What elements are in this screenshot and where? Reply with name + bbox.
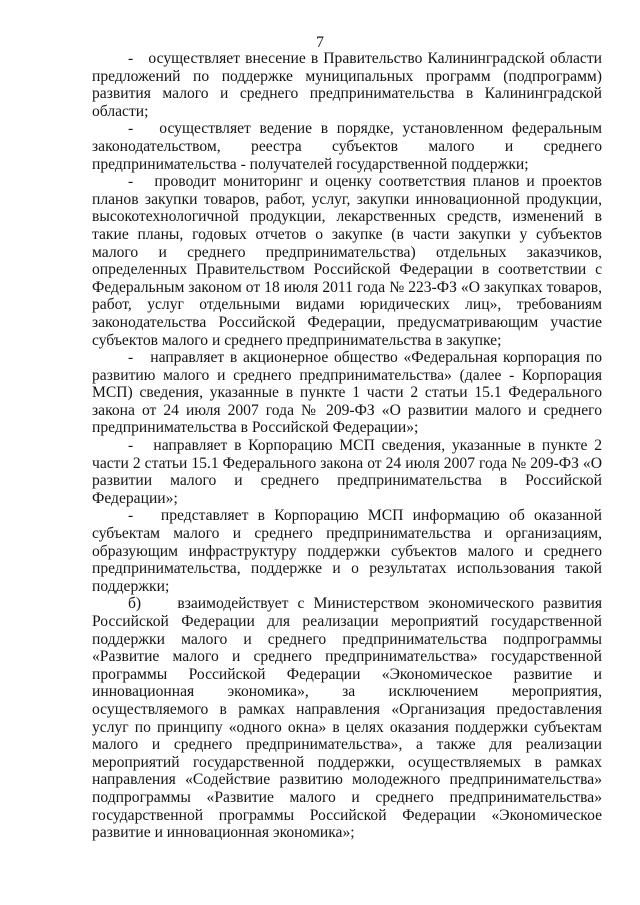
- document-body: [92, 50, 602, 842]
- paragraph-budget-proposals: - осуществляет внесение в Правительство Калининградской области предложений по поддержке муниципальных программ (подпрограмм) развития малого и среднего предпринимательства в Калининградской области;: [92, 50, 602, 120]
- paragraph-msp-corporation-info-2: - направляет в Корпорацию МСП сведения, указанные в пункте 2 части 2 статьи 15.1 Федерального закона от 24 июля 2007 года № 209-ФЗ «О развитии малого и среднего предпринимательства в Российской Федерации»;: [92, 437, 602, 507]
- paragraph-registry: - осуществляет ведение в порядке, установленном федеральным законодательством, реестра субъектов малого и среднего предпринимательства - получателей государственной поддержки;: [92, 120, 602, 173]
- page-number: 7: [316, 34, 324, 51]
- paragraph-support-report: - представляет в Корпорацию МСП информацию об оказанной субъектам малого и среднего предпринимательства и организациям, образующим инфраструктуру поддержки субъектов малого и среднего предпринимательства, поддержке и о результатах использования такой поддержки;: [92, 507, 602, 595]
- paragraph-procurement-monitoring: - проводит мониторинг и оценку соответствия планов и проектов планов закупки товаров, работ, услуг, закупки инновационной продукции, высокотехнологичной продукции, лекарственных средств, изменений в такие планы, годовых отчетов о закупке (в части закупки у субъектов малого и среднего предпринимательства) отдельных заказчиков, определенных Правительством Российской Федерации в соответствии с Федеральным законом от 18 июля 2011 года № 223-ФЗ «О закупках товаров, работ, услуг отдельными видами юридических лиц», требованиям законодательства Российской Федерации, предусматривающим участие субъектов малого и среднего предпринимательства в закупке;: [92, 173, 602, 349]
- paragraph-msp-corporation-info-1: - направляет в акционерное общество «Федеральная корпорация по развитию малого и среднего предпринимательства» (далее - Корпорация МСП) сведения, указанные в пункте 1 части 2 статьи 15.1 Федерального закона от 24 июля 2007 года № 209-ФЗ «О развитии малого и среднего предпринимательства в Российской Федерации»;: [92, 349, 602, 437]
- paragraph-item-b: б) взаимодействует с Министерством экономического развития Российской Федерации для реализации мероприятий государственной поддержки малого и среднего предпринимательства подпрограммы «Развитие малого и среднего предпринимательства» государственной программы Российской Федерации «Экономическое развитие и инновационная экономика», за исключением мероприятия, осуществляемого в рамках направления «Организация предоставления услуг по принципу «одного окна» в целях оказания поддержки субъектам малого и среднего предпринимательства», а также для реализации мероприятий государственной поддержки, осуществляемых в рамках направления «Содействие развитию молодежного предпринимательства» подпрограммы «Развитие малого и среднего предпринимательства» государственной программы Российской Федерации «Экономическое развитие и инновационная экономика»;: [92, 595, 602, 842]
